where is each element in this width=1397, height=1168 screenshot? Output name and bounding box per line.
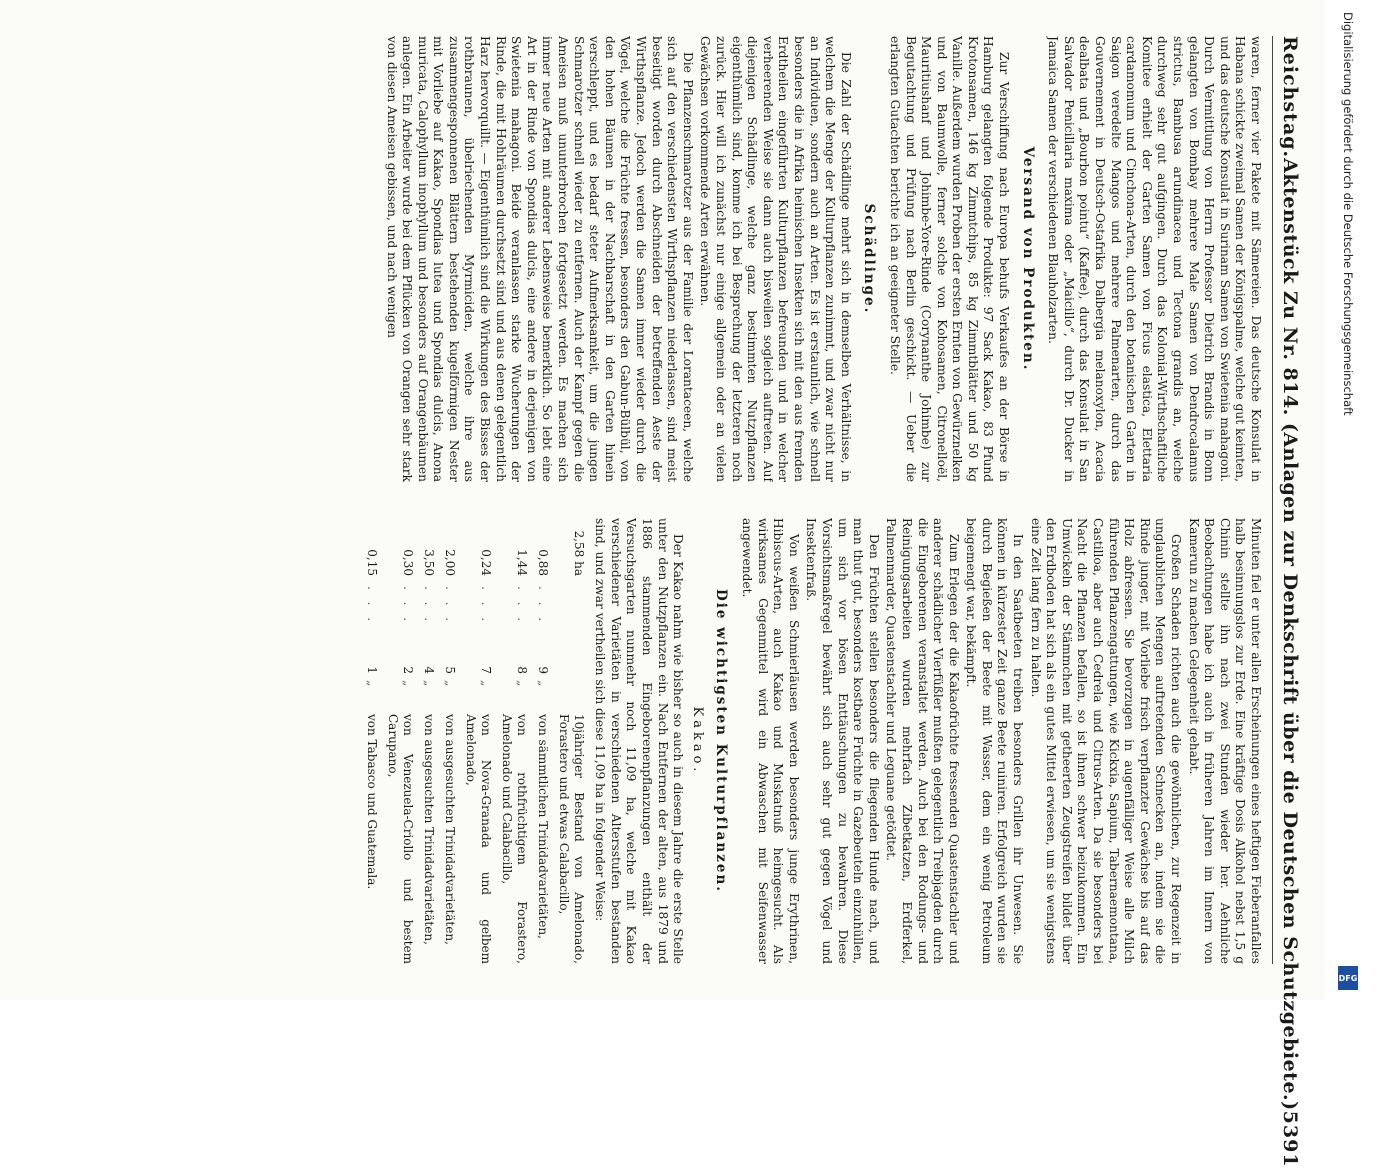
stand-age: 2 xyxy=(400,666,415,674)
leader-dots: . . . xyxy=(535,586,550,626)
paragraph: Die Pflanzenschmarotzer aus der Familie der Lorantaceen, welche sich auf den verschiedensten Wirthspflanzen niederlassen, sind meist beseitigt worden durch Abschneiden der betreffenden Aeste der Wirthspflanze. Jedoch werden die Samen immer wieder durch die Vögel, welche die Früchte fressen, besonders den Gabun-Bülbül, von den hohen Bäumen in der Nachbarschaft in den Garten hinein verschleppt, und es bedarf steter Aufmerksamkeit, um die jungen Schmarotzer schnell wieder zu entfernen. Auch der Kampf gegen die Ameisen muß ununterbrochen fortgesetzt werden. Es machen sich immer neue Arten mit anderer Lebensweise bemerklich. So lebt eine Art in der Rinde von Spondias dulcis, eine andere in derjenigen von Swietenia mahagoni. Beide veranlassen starke Wucherungen der Rinde, die mit Hohlräumen durchsetzt sind und aus denen gelegentlich Harz hervorquillt. — Eigenthümlich sind die Wirkungen des Bisses der rothbraunen, übelriechenden Myrmiciden, welche ihre aus zusammengesponnenen Blättern bestehenden kugelförmigen Nester mit Vorliebe auf Kakao, Spondias lutea und Spondias dulcis, Anona muricata, Calophyllum inophyllum und besonders auf Orangenbäumen anlegen. Ein Arbeiter wurde bei dem Pflücken von Orangen sehr stark von diesen Ameisen gebissen, und nach wenigen xyxy=(384,36,695,482)
stand-description: von Venezuela-Criollo und bestem Carupano, xyxy=(385,714,415,964)
paragraph: Der Kakao nahm wie bisher so auch in diesem Jahre die erste Stelle unter den Nutzpflanzen ein. Nach Entfernen der alten, aus 1879 und 1886 stammenden Eingeborenenpflanzungen enthält der Versuchsgarten nunmehr noch 11,09 ha, welche mit Kakao verschiedener Varietäten in verschiedenen Altersstufen bestanden sind, und zwar vertheilen sich diese 11,09 ha in folgender Weise: xyxy=(593,518,686,964)
stand-area: 2,58 ha xyxy=(571,530,586,576)
paragraph: Zur Verschiffung nach Europa behufs Verkaufes an der Börse in Hamburg gelangten folgende Produkte: 97 Sack Kakao, 83 Pfund Krotonsamen, 146 kg Zimmtchips, 85 kg Zimmtblätter und 50 kg Vanille. Außerdem wurden Proben der ersten Ernten von Gewürznelken und von Baumwolle, ferner solche von Kohosamen, Citronelloël, Mauritiushanf und Johimbe-Yore-Rinde (Corynanthe Johimbe) zur Begutachtung und Prüfung nach Berlin geschickt. — Ueber die erlangten Gutachten berichte ich an geeigneter Stelle. xyxy=(887,36,1012,482)
stand-description: 10jähriger Bestand von Amelonado, Forastero und etwas Calabacillo, xyxy=(556,714,586,964)
paragraph: Von weißen Schmierläusen werden besonders junge Erythrinen, Hibiscus-Arten, auch Kakao und Muskatnuß heimgesucht. Als wirksames Gegenmittel wird ein Abwaschen mit Seifenwasser angewendet. xyxy=(740,518,801,964)
digitization-credit xyxy=(1338,12,1358,984)
page-header xyxy=(1272,36,1307,1168)
leader-dots xyxy=(552,586,588,652)
stand-age: 9 xyxy=(535,666,550,674)
header-left: Reichstag. xyxy=(1279,36,1301,159)
paragraph: Großen Schaden richten auch die gewöhnlichen, zur Regenzeit in unglaublichen Mengen auftretenden Schnecken an, indem sie die Rinde junger, mit Vorliebe frisch verpflanzter Gewächse bis auf das Holz abfressen. Sie bevorzugen in augenfälliger Weise alle Milch führenden Pflanzengattungen, wie Kickxia, Sapium, Tabernaemontana, Castilloa, aber auch Cedrela und Citrus-Arten. Da sie besonders bei Nacht die Pflanzen befallen, so ist ihnen schwer beizukommen. Ein Umwickeln der Stämmchen mit getheerten Zeugstreifen bildet über den Erdboden hat sich als ein gutes Mittel erwiesen, um sie wenigstens eine Zeit lang fern zu halten. xyxy=(1028,518,1184,964)
stand-area: 0,30 xyxy=(400,549,415,576)
paragraph: Die Zahl der Schädlinge mehrt sich in demselben Verhältnisse, in welchem die Menge der Kulturpflanzen zunimmt, und zwar nicht nur an Individuen, sondern auch an Arten. Es ist erstaunlich, wie schnell besonders die in Afrika heimischen Insekten sich mit den aus fremden Erdtheilen eingeführten Kulturpflanzen befreunden und in welcher verheerenden Weise sie dann auch bisweilen sogleich auftreten. Auf diejenigen Schädlinge, welche ganz bestimmten Nutzpflanzen eigenthümlich sind, komme ich bei Besprechung der letzteren noch zurück. Hier will ich zunächst nur einige allgemein oder an vielen Gewächsen vorkommende Arten erwähnen. xyxy=(698,36,853,482)
stand-area: 1,44 xyxy=(514,549,529,576)
stand-description: von rothfrüchtigem Forastero, Amelonado und Calabacillo, xyxy=(499,714,529,964)
ditto-mark xyxy=(552,680,588,714)
leader-dots: . . . xyxy=(364,586,379,626)
paragraph: Minuten fiel er unter allen Erscheinungen eines heftigen Fieberanfalles halb besinnungslos zur Erde. Eine kräftige Dosis Alkohol nebst 1,5 g Chinin stellte ihn nach zwei Stunden wieder her. Aehnliche Beobachtungen habe ich auch in früheren Jahren im Innern von Kamerun zu machen Gelegenheit gehabt. xyxy=(1186,518,1263,964)
stand-description: von ausgesuchten Trinidadvarietäten, xyxy=(442,714,457,945)
table-row xyxy=(438,518,459,964)
table-row xyxy=(381,518,417,964)
stand-age: 5 xyxy=(442,666,457,674)
left-column xyxy=(23,36,1263,482)
cocoa-stand-table xyxy=(360,518,588,964)
leader-dots: . . . xyxy=(478,586,493,626)
ditto-mark: „ xyxy=(421,680,436,687)
table-row xyxy=(495,518,531,964)
stand-area: 0,24 xyxy=(478,549,493,576)
stand-description: von Tabasco und Guatemala. xyxy=(364,714,379,890)
stand-age xyxy=(552,652,588,680)
section-heading: Die wichtigsten Kulturpflanzen. xyxy=(713,589,730,893)
cocoa-stand-rows xyxy=(360,518,588,964)
stand-area: 0,15 xyxy=(364,549,379,576)
table-row xyxy=(360,518,381,964)
leader-dots: . . . xyxy=(421,586,436,626)
section-heading: Versand von Produkten. xyxy=(1019,146,1036,372)
dfg-logo: DFG xyxy=(1338,966,1358,990)
paragraph: In den Saatbeeten treiben besonders Grillen ihr Unwesen. Sie können in kürzester Zeit ganze Beete ruiniren. Erfolgreich wurden sie durch Begießen der Beete mit Wasser, dem ein wenig Petroleum beigemengt war, bekämpft. xyxy=(964,518,1026,964)
paragraph: waren, ferner vier Pakete mit Sämereien. Das deutsche Konsulat in Habana schickte zweimal Samen der Königspalme, welche gut keimten, und das deutsche Konsulat in Surinam Samen von Swietenia mahagoni. Durch Vermittlung von Herrn Professor Dietrich Brandis in Bonn gelangten von Bombay mehrere Male Samen von Dendrocalamus strictus, Bambusa arundinacea und Tectona grandis an, welche durchweg sehr gut aufgingen. Durch das Kolonial-Wirthschaftliche Komitee erhielt der Garten Samen von Ficus elastica, Elettaria cardamomum und Cinchona-Arten, durch den botanischen Garten in Saigon veredelte Mangos und mehrere Palmenarten, durch das Gouvernement in Deutsch-Ostafrika Dalbergia melanoxylon, Acacia dealbata und „Bourbon pointu“ (Kaffee), durch das Konsulat in San Salvador Penicillaria maxima oder „Maicillo“, durch Dr. Ducker in Jamaica Samen der verschiedenen Blauholzarten. xyxy=(1046,36,1263,482)
stand-description: von ausgesuchten Trinidadvarietäten, xyxy=(421,714,436,945)
header-title: Aktenstück Zu Nr. 814. (Anlagen zur Denkschrift über die Deutschen Schutzgebiete.) xyxy=(1279,158,1301,1111)
right-column xyxy=(23,518,1263,964)
ditto-mark: „ xyxy=(400,680,415,687)
paragraph: Zum Erlegen der die Kakaofrüchte fressenden Quastenstachler und anderer schädlicher Vierfüßler mußten gelegentlich Treibjagden durch die Eingeborenen veranstaltet werden. Auch bei den Rodungs- und Reinigungsarbeiten wurden mehrfach Zibetkatzen, Erdferkel, Palmenmarder, Quastenstachler und Leguane getödtet. xyxy=(884,518,961,964)
table-row xyxy=(459,518,495,964)
digitization-credit-text: Digitalisierung gefördert durch die Deutsche Forschungsgemeinschaft xyxy=(1341,12,1355,416)
stand-age: 4 xyxy=(421,666,436,674)
stand-description: von sämmtlichen Trinidadvarietäten, xyxy=(535,714,550,939)
ditto-mark: „ xyxy=(535,680,550,687)
table-row xyxy=(552,518,588,964)
page-number: 5391 xyxy=(1279,1110,1301,1168)
leader-dots: . . . xyxy=(442,586,457,626)
stand-age: 1 xyxy=(364,666,379,674)
ditto-mark: „ xyxy=(478,680,493,687)
stand-age: 7 xyxy=(478,666,493,674)
leader-dots: . . . xyxy=(514,586,529,626)
leader-dots: . . . xyxy=(400,586,415,626)
subsection-heading: Kakao. xyxy=(689,706,705,776)
ditto-mark: „ xyxy=(442,680,457,687)
ditto-mark: „ xyxy=(514,680,529,687)
paragraph: Den Früchten stellen besonders die fliegenden Hunde nach, und man thut gut, besonders kostbare Früchte in Gazebeuteln einzuhüllen, um sich vor bösen Enttäuschungen zu bewahren. Diese Vorsichtsmaßregel bewährt sich auch sehr gut gegen Vögel und Insektenfraß. xyxy=(804,518,881,964)
table-row xyxy=(531,518,552,964)
stand-description: von Nova-Granada und gelbem Amelonado, xyxy=(463,714,493,964)
section-heading: Schädlinge. xyxy=(861,203,878,315)
stand-area: 0,88 xyxy=(535,549,550,576)
stand-area: 3,50 xyxy=(421,549,436,576)
ditto-mark: „ xyxy=(364,680,379,687)
stand-age: 8 xyxy=(514,666,529,674)
table-row xyxy=(417,518,438,964)
stand-area: 2,00 xyxy=(442,549,457,576)
